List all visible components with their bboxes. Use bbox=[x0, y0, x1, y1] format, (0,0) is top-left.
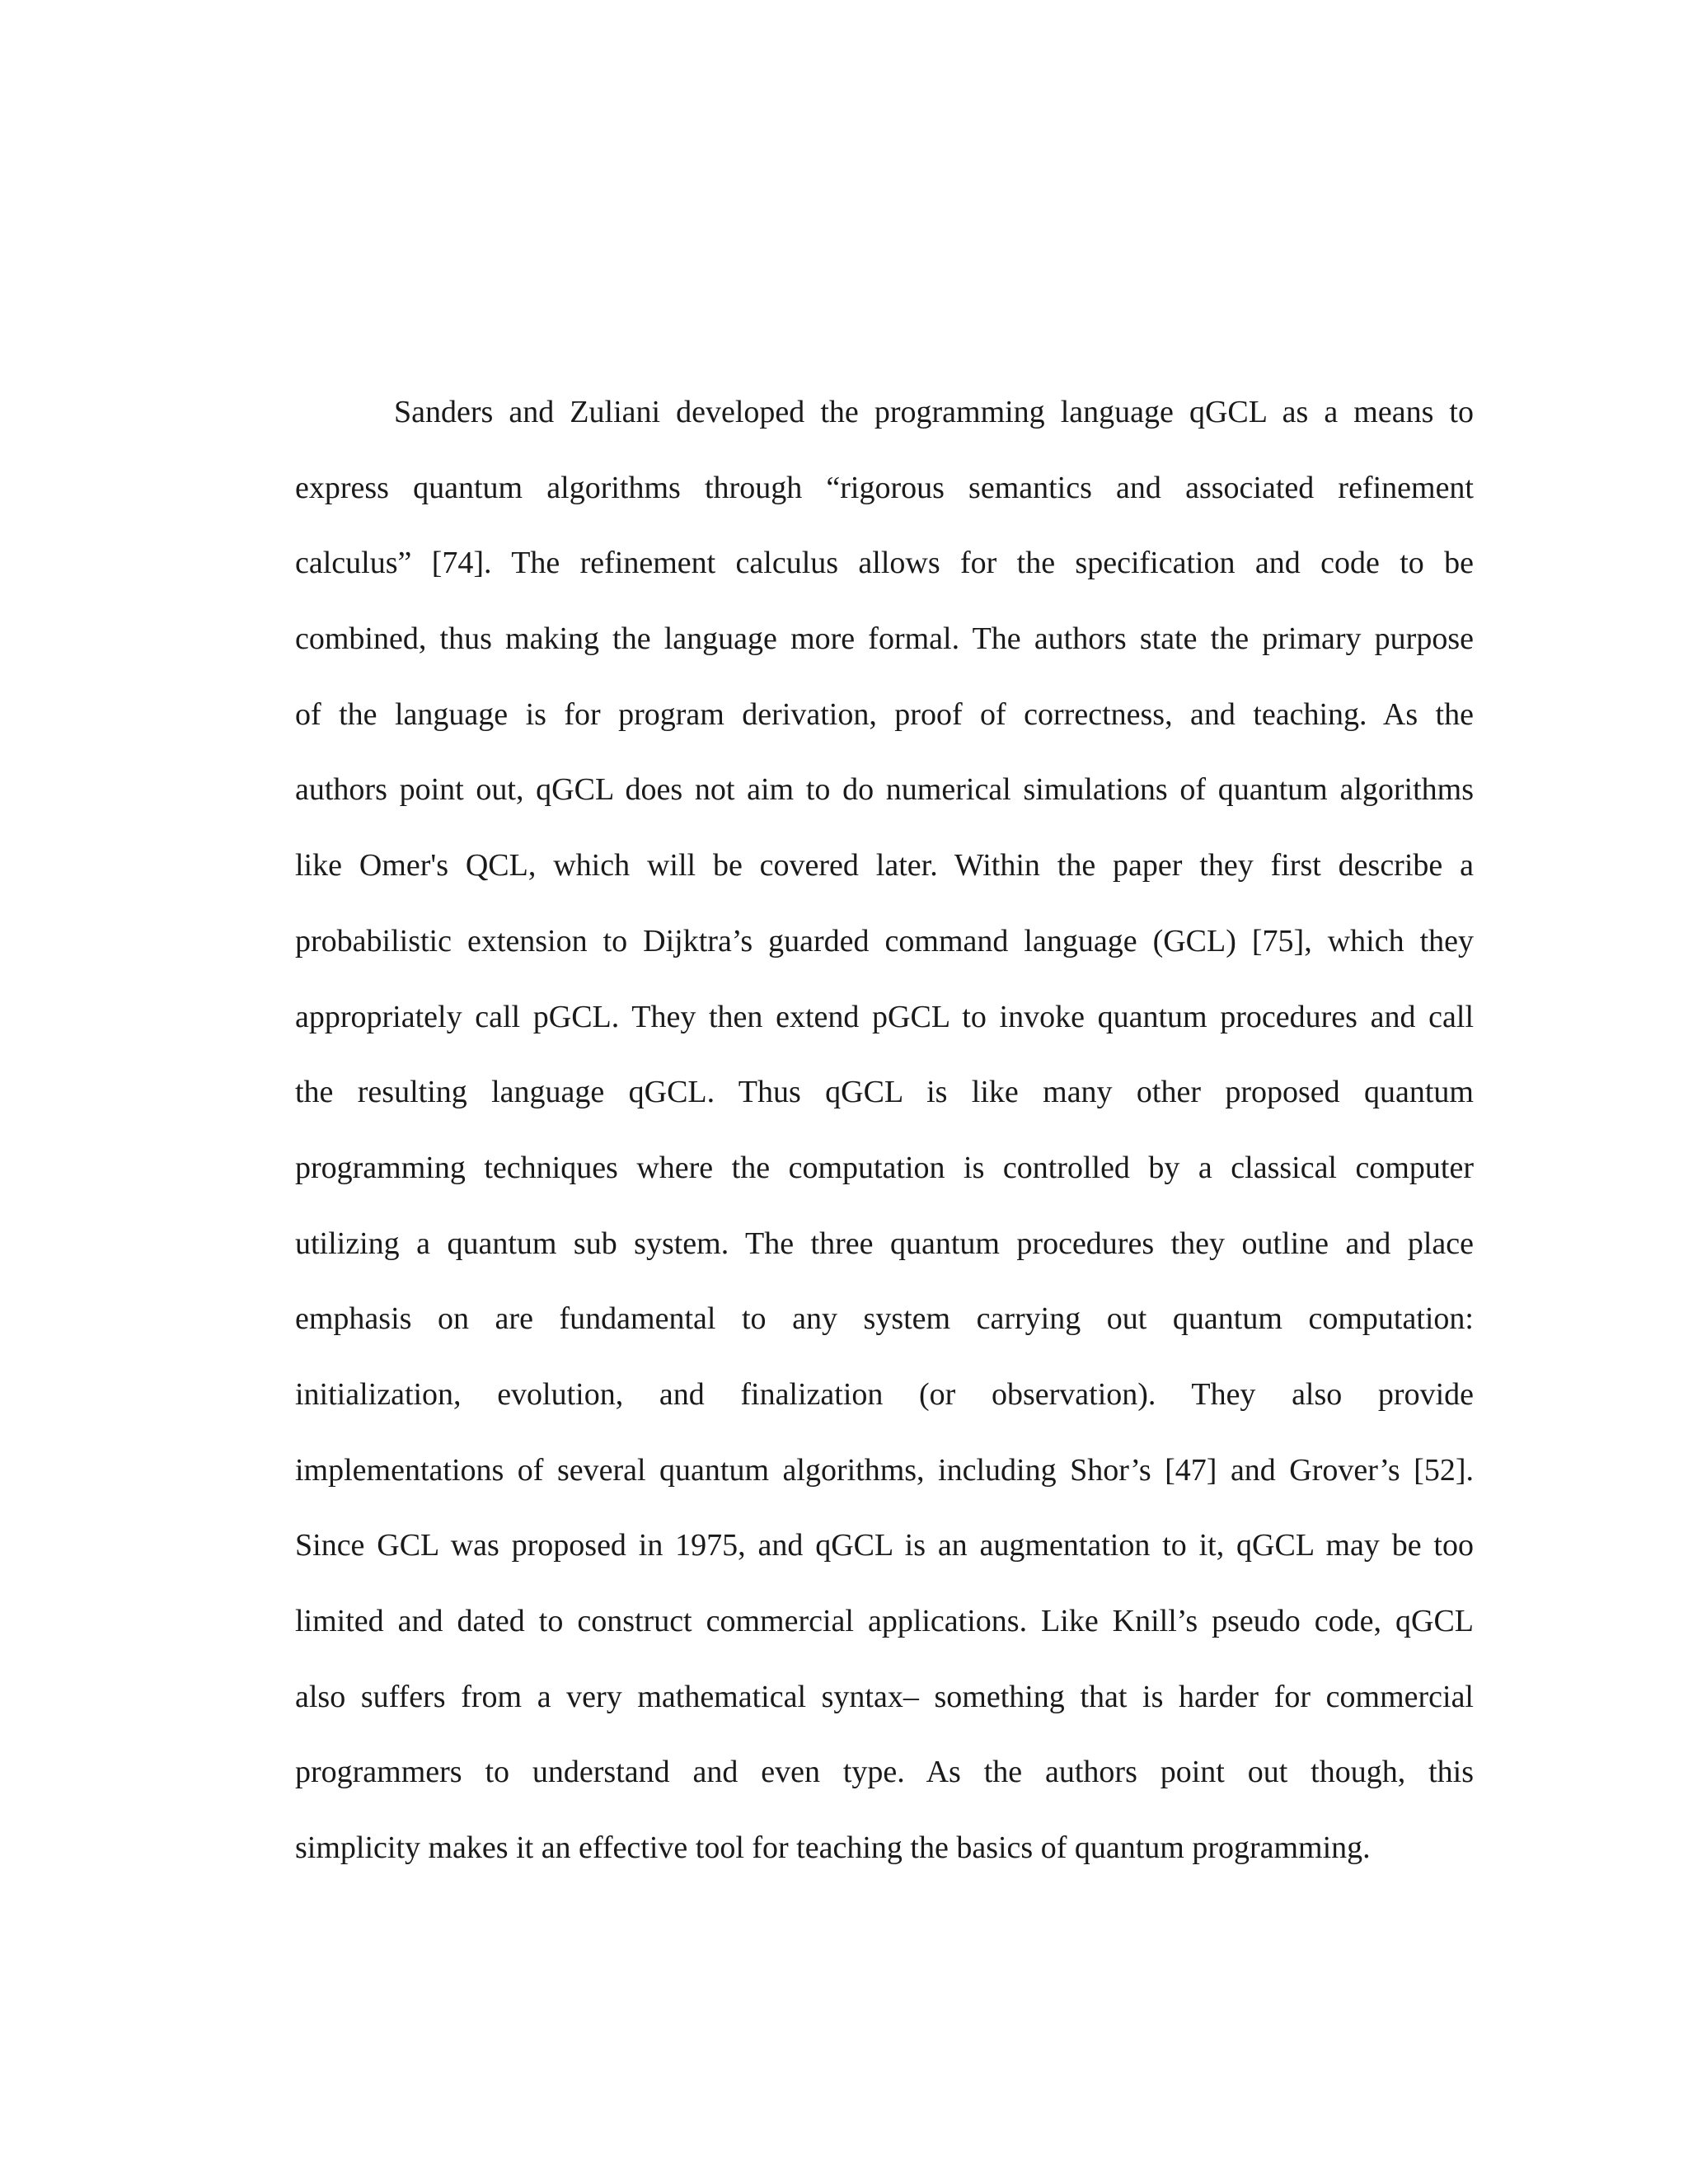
paragraph-line: appropriately call pGCL. They then extend pGCL to invoke quantum procedures and call bbox=[295, 999, 1474, 1034]
paragraph-line: also suffers from a very mathematical syntax– something that is harder for commercial bbox=[295, 1679, 1474, 1714]
paragraph-line: combined, thus making the language more formal. The authors state the primary purpose bbox=[295, 621, 1474, 657]
paragraph-line: like Omer's QCL, which will be covered later. Within the paper they first describe a bbox=[295, 848, 1474, 883]
paragraph-line: of the language is for program derivation, proof of correctness, and teaching. As the bbox=[295, 696, 1474, 732]
paragraph-line: emphasis on are fundamental to any system carrying out quantum computation: bbox=[295, 1301, 1474, 1337]
paragraph-line: simplicity makes it an effective tool for teaching the basics of quantum programming. bbox=[295, 1830, 1371, 1866]
paragraph-line: programmers to understand and even type. As the authors point out though, this bbox=[295, 1755, 1474, 1790]
paragraph-line: utilizing a quantum sub system. The three quantum procedures they outline and place bbox=[295, 1226, 1474, 1261]
paragraph-line: implementations of several quantum algorithms, including Shor’s [47] and Grover’s [52]. bbox=[295, 1452, 1474, 1488]
paragraph-line: probabilistic extension to Dijktra’s guarded command language (GCL) [75], which they bbox=[295, 923, 1474, 958]
body-paragraph bbox=[295, 387, 1474, 1899]
paragraph-line: Since GCL was proposed in 1975, and qGCL is an augmentation to it, qGCL may be too bbox=[295, 1528, 1474, 1563]
paragraph-line: express quantum algorithms through “rigorous semantics and associated refinement bbox=[295, 470, 1474, 505]
paragraph-line: Sanders and Zuliani developed the programming language qGCL as a means to bbox=[394, 395, 1474, 429]
paragraph-line: limited and dated to construct commercial applications. Like Knill’s pseudo code, qGCL bbox=[295, 1604, 1474, 1638]
paragraph-line: authors point out, qGCL does not aim to do numerical simulations of quantum algorithms bbox=[295, 772, 1474, 808]
paragraph-line: the resulting language qGCL. Thus qGCL is like many other proposed quantum bbox=[295, 1075, 1474, 1110]
paragraph-line: calculus” [74]. The refinement calculus allows for the specification and code to be bbox=[295, 546, 1474, 581]
paragraph-line: initialization, evolution, and finalization (or observation). They also provide bbox=[295, 1376, 1474, 1412]
paragraph-line: programming techniques where the computation is controlled by a classical computer bbox=[295, 1150, 1474, 1185]
